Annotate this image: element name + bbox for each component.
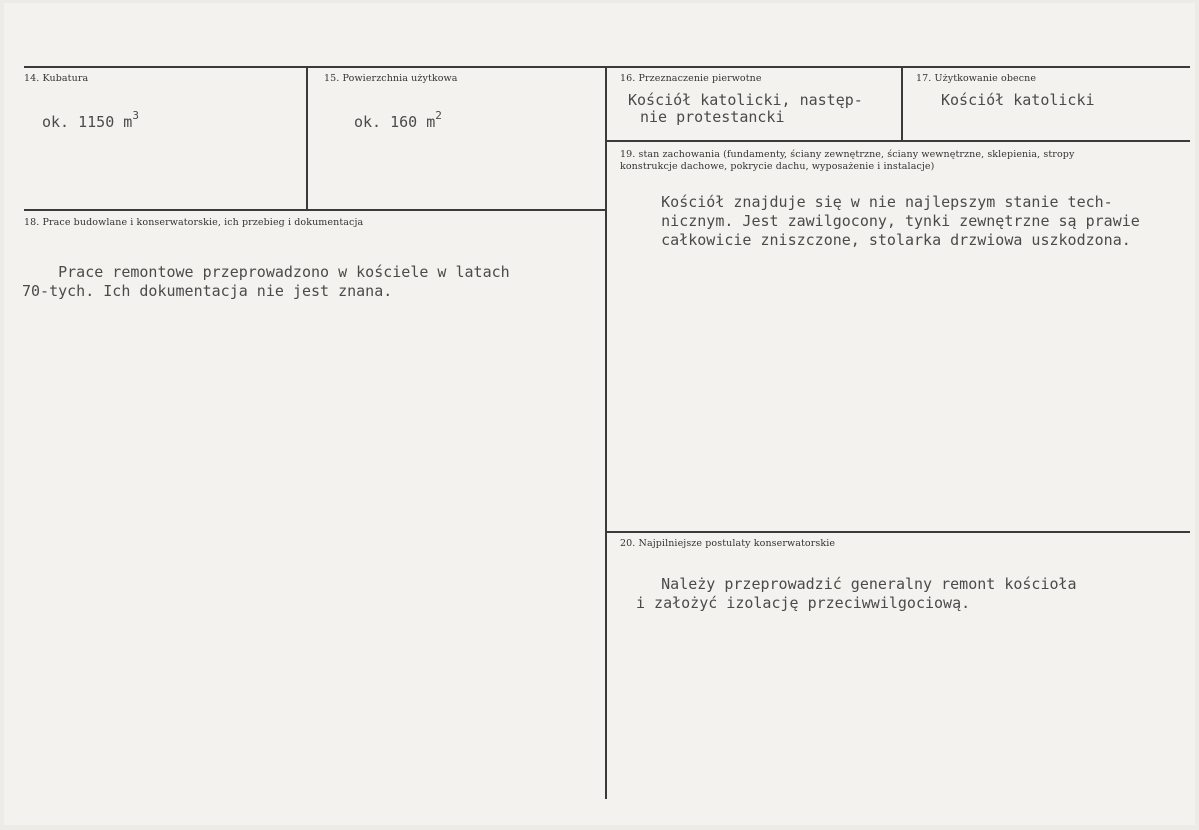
center-divider [605, 67, 607, 799]
field-15-label: 15. Powierzchnia użytkowa [324, 73, 458, 84]
field-16-value-line1: Kościół katolicki, następ- [628, 91, 863, 109]
field-20-value-line2: i założyć izolację przeciwwilgociową. [636, 594, 971, 612]
divider-14-15 [306, 67, 308, 211]
field-18-value-line1: Prace remontowe przeprowadzono w kościele w latach [22, 263, 510, 281]
rule-under-19 [607, 531, 1190, 533]
field-18-value-line2: 70-tych. Ich dokumentacja nie jest znana. [22, 282, 393, 300]
divider-16-17 [901, 67, 903, 141]
field-19-value-line1: Kościół znajduje się w nie najlepszym stanie tech- [616, 193, 1113, 211]
field-15-unit-sup: 2 [435, 109, 442, 122]
top-rule [24, 66, 1190, 68]
field-14-label: 14. Kubatura [24, 73, 89, 84]
field-15-value [354, 109, 442, 132]
field-19-label-line2: konstrukcje dachowe, pokrycie dachu, wyposażenie i instalacje) [620, 161, 935, 172]
rule-under-14-15 [24, 209, 605, 211]
field-19-value-line2: nicznym. Jest zawilgocony, tynki zewnętrzne są prawie [616, 212, 1140, 230]
field-17-value: Kościół katolicki [941, 91, 1095, 109]
form-sheet [4, 3, 1195, 825]
field-14-unit-sup: 3 [132, 109, 139, 122]
field-16-label: 16. Przeznaczenie pierwotne [620, 73, 762, 84]
rule-under-16-17 [607, 140, 1190, 142]
field-20-label: 20. Najpilniejsze postulaty konserwatorskie [620, 538, 836, 549]
field-15-value-text: ok. 160 m [354, 113, 436, 131]
field-18-label: 18. Prace budowlane i konserwatorskie, ich przebieg i dokumentacja [24, 217, 364, 228]
field-20-value-line1: Należy przeprowadzić generalny remont kościoła [616, 575, 1077, 593]
field-17-label: 17. Użytkowanie obecne [916, 73, 1037, 84]
field-14-value-text: ok. 1150 m [42, 113, 133, 131]
field-19-label-line1: 19. stan zachowania (fundamenty, ściany zewnętrzne, ściany wewnętrzne, sklepienia, stropy [620, 149, 1075, 160]
field-16-value-line2: nie protestancki [640, 108, 785, 126]
field-14-value [42, 109, 139, 132]
field-19-value-line3: całkowicie zniszczone, stolarka drzwiowa uszkodzona. [616, 231, 1131, 249]
